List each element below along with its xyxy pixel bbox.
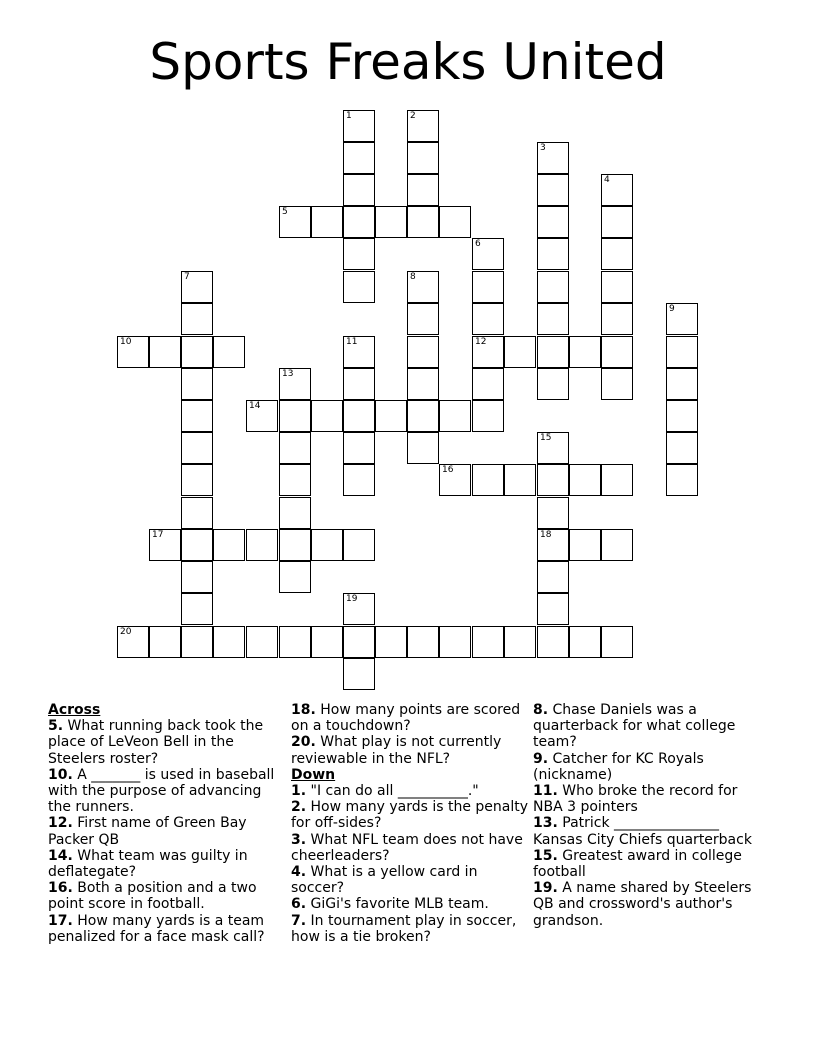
crossword-cell[interactable] [407, 271, 439, 303]
clue-down-15 [533, 848, 771, 880]
crossword-cell[interactable] [407, 110, 439, 142]
clue-number: 10. [48, 766, 73, 783]
cell-number: 10 [120, 337, 132, 347]
crossword-cell[interactable] [504, 464, 536, 496]
crossword-cell[interactable] [569, 464, 601, 496]
crossword-cell[interactable] [666, 336, 698, 368]
crossword-cell[interactable] [504, 336, 536, 368]
cell-number: 7 [184, 272, 190, 282]
clue-text: A name shared by Steelers QB and crossword's author's grandson. [533, 880, 752, 929]
crossword-cell[interactable] [181, 336, 213, 368]
clue-number: 5. [48, 718, 64, 735]
crossword-cell[interactable] [601, 206, 633, 238]
clue-column-3 [533, 702, 771, 929]
crossword-cell[interactable] [343, 142, 375, 174]
crossword-cell[interactable] [666, 464, 698, 496]
crossword-cell[interactable] [472, 303, 504, 335]
clue-text: What running back took the place of LeVeon Bell in the Steelers roster? [48, 718, 264, 767]
crossword-cell[interactable] [279, 464, 311, 496]
crossword-cell[interactable] [343, 174, 375, 206]
clue-text: A _______ is used in baseball with the purpose of advancing the runners. [48, 766, 275, 816]
crossword-cell[interactable] [279, 400, 311, 432]
clue-number: 12. [48, 815, 73, 832]
clue-number: 15. [533, 847, 558, 864]
crossword-cell[interactable] [149, 626, 181, 658]
crossword-cell[interactable] [537, 238, 569, 270]
crossword-cell[interactable] [601, 238, 633, 270]
clue-number: 13. [533, 815, 558, 832]
clue-text: How many points are scored on a touchdown? [291, 702, 521, 735]
clue-down-19 [533, 880, 771, 929]
crossword-cell[interactable] [375, 626, 407, 658]
clue-number: 1. [291, 783, 307, 800]
clue-across-17 [48, 913, 286, 945]
cell-number: 13 [282, 369, 294, 379]
crossword-cell[interactable] [439, 464, 471, 496]
crossword-cell[interactable] [537, 206, 569, 238]
crossword-cell[interactable] [601, 271, 633, 303]
clue-text: What is a yellow card in soccer? [291, 864, 478, 897]
clue-text: What NFL team does not have cheerleaders? [291, 831, 523, 864]
crossword-cell[interactable] [181, 432, 213, 464]
down-heading: Down [291, 766, 336, 783]
cell-number: 19 [346, 594, 358, 604]
crossword-cell[interactable] [666, 368, 698, 400]
crossword-cell[interactable] [343, 464, 375, 496]
clue-down-1 [291, 783, 529, 799]
crossword-cell[interactable] [311, 206, 343, 238]
crossword-cell[interactable] [279, 432, 311, 464]
crossword-cell[interactable] [343, 238, 375, 270]
clue-text: Patrick _______________ Kansas City Chiefs quarterback [533, 815, 752, 848]
crossword-cell[interactable] [343, 529, 375, 561]
crossword-cell[interactable] [601, 529, 633, 561]
crossword-cell[interactable] [343, 593, 375, 625]
clue-text: Both a position and a two point score in football. [48, 880, 257, 913]
crossword-cell[interactable] [537, 432, 569, 464]
clue-across-16 [48, 880, 286, 912]
crossword-cell[interactable] [213, 626, 245, 658]
cell-number: 2 [410, 111, 416, 121]
clue-number: 18. [291, 702, 316, 718]
clue-text: Catcher for KC Royals (nickname) [533, 750, 704, 783]
crossword-cell[interactable] [472, 336, 504, 368]
crossword-cell[interactable] [601, 626, 633, 658]
crossword-cell[interactable] [407, 174, 439, 206]
crossword-cell[interactable] [279, 561, 311, 593]
clue-text: Chase Daniels was a quarterback for what college team? [533, 702, 736, 751]
crossword-cell[interactable] [407, 432, 439, 464]
clue-number: 17. [48, 912, 73, 929]
crossword-cell[interactable] [407, 368, 439, 400]
crossword-cell[interactable] [666, 432, 698, 464]
cell-number: 17 [152, 530, 164, 540]
crossword-cell[interactable] [343, 432, 375, 464]
clue-number: 19. [533, 880, 558, 897]
crossword-cell[interactable] [601, 336, 633, 368]
crossword-cell[interactable] [343, 368, 375, 400]
crossword-cell[interactable] [311, 529, 343, 561]
clue-across-14 [48, 848, 286, 880]
crossword-cell[interactable] [181, 400, 213, 432]
crossword-cell[interactable] [213, 529, 245, 561]
across-heading: Across [48, 702, 101, 718]
crossword-cell[interactable] [472, 400, 504, 432]
crossword-cell[interactable] [181, 303, 213, 335]
crossword-cell[interactable] [472, 271, 504, 303]
clue-down-11 [533, 783, 771, 815]
crossword-cell[interactable] [181, 529, 213, 561]
cell-number: 1 [346, 111, 352, 121]
clue-number: 2. [291, 799, 307, 816]
crossword-cell[interactable] [181, 497, 213, 529]
crossword-cell[interactable] [181, 561, 213, 593]
crossword-cell[interactable] [472, 626, 504, 658]
crossword-cell[interactable] [569, 529, 601, 561]
cell-number: 12 [475, 337, 487, 347]
crossword-cell[interactable] [117, 626, 149, 658]
clue-down-7 [291, 913, 529, 945]
crossword-cell[interactable] [569, 626, 601, 658]
crossword-cell[interactable] [407, 626, 439, 658]
clue-number: 8. [533, 702, 549, 718]
cell-number: 14 [249, 401, 261, 411]
crossword-cell[interactable] [279, 529, 311, 561]
crossword-cell[interactable] [343, 336, 375, 368]
crossword-cell[interactable] [439, 626, 471, 658]
crossword-cell[interactable] [537, 593, 569, 625]
crossword-cell[interactable] [279, 206, 311, 238]
crossword-cell[interactable] [407, 206, 439, 238]
crossword-cell[interactable] [537, 174, 569, 206]
clue-number: 20. [291, 734, 316, 751]
cell-number: 16 [442, 465, 454, 475]
crossword-cell[interactable] [504, 626, 536, 658]
clue-text: What play is not currently reviewable in the NFL? [291, 734, 502, 767]
crossword-cell[interactable] [407, 400, 439, 432]
crossword-cell[interactable] [537, 464, 569, 496]
clue-number: 9. [533, 750, 549, 767]
cell-number: 15 [540, 433, 552, 443]
crossword-cell[interactable] [246, 529, 278, 561]
cell-number: 20 [120, 627, 132, 637]
crossword-cell[interactable] [343, 658, 375, 690]
clue-text: Greatest award in college football [533, 847, 742, 881]
cell-number: 11 [346, 337, 358, 347]
crossword-cell[interactable] [537, 271, 569, 303]
crossword-cell[interactable] [407, 142, 439, 174]
crossword-cell[interactable] [439, 400, 471, 432]
clue-text: GiGi's favorite MLB team. [310, 896, 489, 913]
clue-column-2 [291, 702, 529, 945]
clue-across-5 [48, 718, 286, 767]
clue-number: 11. [533, 783, 558, 800]
clue-text: How many yards is a team penalized for a face mask call? [48, 912, 265, 945]
crossword-cell[interactable] [407, 336, 439, 368]
clue-number: 4. [291, 864, 307, 881]
crossword-cell[interactable] [375, 400, 407, 432]
clue-text: First name of Green Bay Packer QB [48, 815, 247, 848]
crossword-cell[interactable] [472, 368, 504, 400]
crossword-cell[interactable] [472, 464, 504, 496]
cell-number: 6 [475, 239, 481, 249]
crossword-cell[interactable] [601, 368, 633, 400]
clue-down-4 [291, 864, 529, 896]
clue-across-20 [291, 734, 529, 766]
crossword-cell[interactable] [439, 206, 471, 238]
clue-text: What team was guilty in deflategate? [48, 847, 248, 881]
crossword-cell[interactable] [537, 529, 569, 561]
crossword-cell[interactable] [537, 626, 569, 658]
crossword-cell[interactable] [279, 368, 311, 400]
crossword-cell[interactable] [181, 593, 213, 625]
crossword-cell[interactable] [246, 626, 278, 658]
crossword-cell[interactable] [213, 336, 245, 368]
cell-number: 5 [282, 207, 288, 217]
clue-text: "I can do all __________." [310, 783, 479, 800]
crossword-cell[interactable] [537, 303, 569, 335]
crossword-cell[interactable] [537, 561, 569, 593]
crossword-cell[interactable] [149, 529, 181, 561]
crossword-cell[interactable] [246, 400, 278, 432]
crossword-cell[interactable] [537, 368, 569, 400]
crossword-cell[interactable] [537, 497, 569, 529]
clue-down-6 [291, 896, 529, 912]
crossword-cell[interactable] [569, 336, 601, 368]
crossword-cell[interactable] [537, 142, 569, 174]
crossword-cell[interactable] [601, 303, 633, 335]
crossword-cell[interactable] [181, 368, 213, 400]
clue-down-3 [291, 832, 529, 864]
clue-number: 3. [291, 831, 307, 848]
clue-text: Who broke the record for NBA 3 pointers [533, 783, 738, 816]
crossword-cell[interactable] [343, 400, 375, 432]
clue-down-2 [291, 799, 529, 831]
crossword-cell[interactable] [181, 626, 213, 658]
crossword-cell[interactable] [181, 271, 213, 303]
cell-number: 8 [410, 272, 416, 282]
clue-number: 16. [48, 880, 73, 897]
clue-across-18 [291, 702, 529, 734]
crossword-cell[interactable] [279, 497, 311, 529]
crossword-cell[interactable] [601, 174, 633, 206]
crossword-cell[interactable] [666, 303, 698, 335]
crossword-cell[interactable] [117, 336, 149, 368]
clue-column-1 [48, 702, 286, 945]
crossword-cell[interactable] [279, 626, 311, 658]
clue-down-8 [533, 702, 771, 751]
crossword-cell[interactable] [181, 464, 213, 496]
clue-number: 6. [291, 896, 307, 913]
clue-across-10 [48, 767, 286, 816]
crossword-cell[interactable] [343, 626, 375, 658]
clue-down-13 [533, 815, 771, 847]
cell-number: 9 [669, 304, 675, 314]
crossword-cell[interactable] [149, 336, 181, 368]
cell-number: 18 [540, 530, 552, 540]
crossword-cell[interactable] [407, 303, 439, 335]
clue-number: 7. [291, 912, 307, 929]
clue-text: In tournament play in soccer, how is a tie broken? [291, 912, 517, 945]
crossword-cell[interactable] [601, 464, 633, 496]
clue-down-9 [533, 751, 771, 783]
cell-number: 3 [540, 143, 546, 153]
crossword-cell[interactable] [472, 238, 504, 270]
crossword-cell[interactable] [343, 271, 375, 303]
crossword-cell[interactable] [343, 206, 375, 238]
crossword-cell[interactable] [311, 400, 343, 432]
cell-number: 4 [604, 175, 610, 185]
clue-number: 14. [48, 847, 73, 864]
crossword-cell[interactable] [666, 400, 698, 432]
crossword-cell[interactable] [311, 626, 343, 658]
page-title: Sports Freaks United [149, 33, 667, 91]
clue-text: How many yards is the penalty for off-sides? [291, 799, 529, 832]
clue-across-12 [48, 815, 286, 847]
crossword-cell[interactable] [375, 206, 407, 238]
crossword-cell[interactable] [343, 110, 375, 142]
crossword-cell[interactable] [537, 336, 569, 368]
